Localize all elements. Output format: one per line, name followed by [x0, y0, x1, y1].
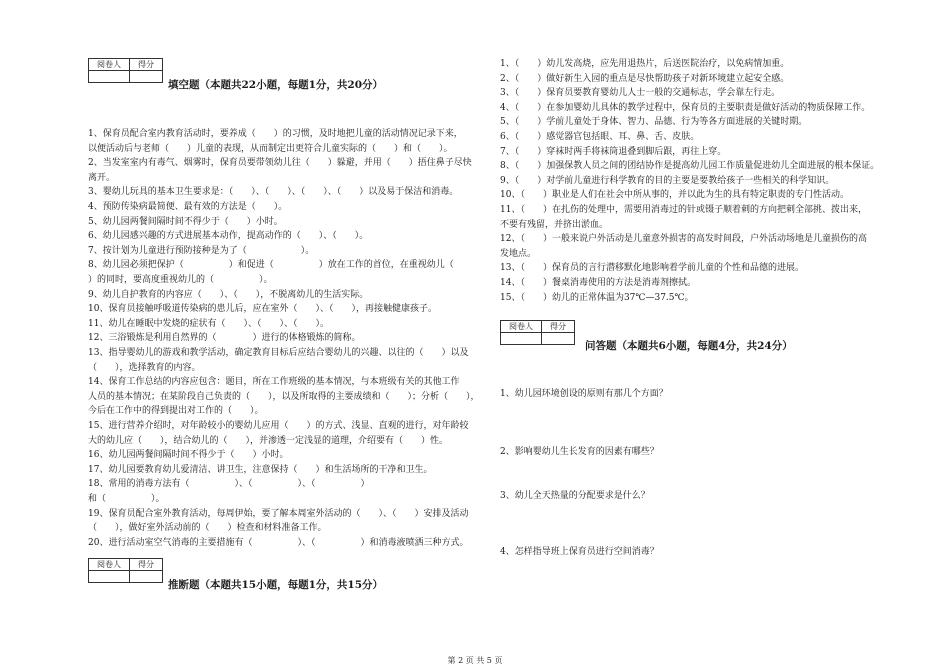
- fill-question-line: 11、幼儿在睡眠中发烧的症状有（ ）、（ ）、（ ）。: [88, 318, 329, 329]
- score-cell: [542, 333, 575, 345]
- judge-question-line: 1、（ ）幼儿发高烧，应先用退热片，后送医院治疗，以免病情加重。: [500, 59, 790, 69]
- fill-question-line: 12、三浴锻炼是利用自然界的（ ）进行的体格锻炼的简称。: [88, 333, 361, 344]
- judge-question-line: 13、（ ）保育员的言行潜移默化地影响着学前儿童的个性和品德的进展。: [500, 263, 804, 274]
- scorer-cell: [501, 333, 542, 345]
- judge-question-line: 6、（ ）感觉器官包括眼、耳、鼻、舌、皮肤。: [500, 132, 700, 142]
- score-label: 得分: [542, 321, 575, 333]
- score-cell: [130, 71, 163, 83]
- fill-question-line: 9、幼儿自护教育的内容应（ ）、（ ），不脱离幼儿的生活实际。: [88, 289, 369, 300]
- fill-question-line: 离开。: [88, 172, 116, 183]
- judge-question-line: 12、（ ）一般来说户外活动是儿童意外损害的高发时间段，户外活动场地是儿童损伤的高: [500, 234, 867, 245]
- score-box-qa: [500, 320, 575, 345]
- judge-question-line: 9、（ ）对学前儿童进行科学教育的目的主要是要教给孩子一些相关的科学知识。: [500, 175, 835, 186]
- scorer-label: 阅卷人: [89, 559, 130, 571]
- score-box-fill: [88, 58, 163, 83]
- scorer-cell: [89, 71, 130, 83]
- fill-question-line: 10、保育员接触呼吸道传染病的患儿后，应在室外（ ）、（ ），再接触健康孩子。: [88, 304, 437, 315]
- fill-question-line: 6、幼儿园感兴趣的方式进展基本动作，提高动作的（ ）、（ ）。: [88, 231, 369, 242]
- page-footer: 第 2 页 共 5 页: [447, 656, 503, 665]
- judge-question-line: 10、（ ）职业是人们在社会中所从事的，并以此为生的具有特定职责的专门性活动。: [500, 190, 849, 201]
- fill-question-line: 今后在工作中的得到提出对工作的（ ）。: [88, 406, 264, 417]
- fill-question-line: 大的幼儿应（ ），结合幼儿的（ ），并渗透一定浅显的道理，介绍要有（ ）性。: [88, 435, 449, 446]
- scorer-label: 阅卷人: [89, 59, 130, 71]
- fill-question-line: 2、当发室室内有毒气、烟雾时，保育员要带领幼儿往（ ）躲避，并用（ ）捂住鼻子尽快: [88, 158, 472, 169]
- fill-question-line: 5、幼儿园两餐间隔时间不得少于（ ）小时。: [88, 216, 283, 227]
- section-title-fill: 填空题（本题共22小题，每题1分，共20分）: [168, 79, 384, 91]
- fill-question-line: 15、进行营养介绍时，对年龄较小的婴幼儿应用（ ）的方式、浅显、直观的进行，对年龄较: [88, 421, 469, 431]
- fill-question-line: 17、幼儿园要教育幼儿爱清洁、讲卫生，注意保持（ ）和生活场所的干净和卫生。: [88, 464, 433, 475]
- fill-question-line: （ ），做好室外活动前的（ ）检查和材料准备工作。: [88, 523, 327, 534]
- fill-question-line: 4、预防传染病最简便、最有效的方法是（ ）。: [88, 202, 288, 212]
- scorer-cell: [89, 571, 130, 583]
- judge-question-line: 8、（ ）加强保教人员之间的团结协作是提高幼儿园工作质量促进幼儿全面进展的根本保证。: [500, 161, 880, 172]
- score-box-judge: [88, 558, 163, 583]
- fill-question-line: 14、保育工作总结的内容应包含：题目，所在工作班级的基本情况，与本班级有关的其他工作: [88, 377, 460, 388]
- fill-question-line: 8、幼儿园必须把保护（ ）和促进（ ）放在工作的首位，在重视幼儿（: [88, 260, 454, 271]
- judge-question-line: 5、（ ）学前儿童处于身体、智力、品德、行为等各方面进展的关键时期。: [500, 117, 808, 128]
- fill-question-line: 16、幼儿园两餐间隔时间不得少于（ ）小时。: [88, 450, 289, 461]
- score-label: 得分: [130, 59, 163, 71]
- qa-question: 4、怎样指导班上保育员进行空间消毒？: [500, 547, 659, 557]
- score-label: 得分: [130, 559, 163, 571]
- judge-question-line: 11、（ ）在扎伤的处理中，需要用消毒过的针或镊子顺着刺的方向把刺全部挑、拨出来，: [500, 205, 867, 215]
- judge-question-line: 14、（ ）餐桌消毒使用的方法是消毒剂擦拭。: [500, 278, 696, 288]
- fill-question-line: 1、保育员配合室内教育活动时，要养成（ ）的习惯，及时地把儿童的活动情况记录下来，: [88, 129, 463, 139]
- qa-question: 2、影响婴幼儿生长发育的因素有哪些？: [500, 447, 659, 457]
- scorer-label: 阅卷人: [501, 321, 542, 333]
- qa-question: 3、幼儿全天热量的分配要求是什么？: [500, 491, 650, 501]
- fill-question-line: 20、进行活动室空气消毒的主要措施有（ ）、（ ）和消毒液喷洒三种方式。: [88, 537, 469, 548]
- qa-question: 1、幼儿园环境创设的原则有那几个方面？: [500, 389, 668, 399]
- judge-question-line: 15、（ ）幼儿的正常体温为37℃—37.5℃。: [500, 292, 694, 303]
- judge-question-line: 不要有残留，并挤出淤血。: [500, 219, 609, 230]
- judge-question-line: 2、（ ）做好新生入园的重点是尽快帮助孩子对新环境建立起安全感。: [500, 73, 790, 84]
- judge-question-line: 发地点。: [500, 248, 537, 259]
- fill-question-line: 人员的基本情况；在某阶段自己负责的（ ），以及所取得的主要成绩和（ ）；分析（ ），: [88, 391, 480, 402]
- fill-question-line: ）的同时，要高度重视幼儿的（ ）。: [88, 275, 273, 285]
- score-cell: [130, 571, 163, 583]
- fill-question-line: 19、保育员配合室外教育活动，每周伊始，要了解本周室外活动的（ ）、（ ）安排及活动: [88, 508, 469, 519]
- fill-question-line: 和（ ）。: [88, 494, 165, 504]
- section-title-qa: 问答题（本题共6小题，每题4分，共24分）: [585, 340, 793, 352]
- judge-question-line: 7、（ ）穿袜时两手将袜筒退叠到脚后跟，再往上穿。: [500, 146, 727, 157]
- judge-question-line: 3、（ ）保育员要教育婴幼儿人士一般的交通标志，学会靠左行走。: [500, 88, 781, 99]
- fill-question-line: 以便活动后与老师（ ）儿童的表现，从而制定出更符合儿童实际的（ ）和（ ）。: [88, 143, 453, 154]
- fill-question-line: 7、按计划为儿童进行预防接种是为了（ ）。: [88, 245, 315, 256]
- section-title-judge: 推断题（本题共15小题，每题1分，共15分）: [168, 579, 384, 591]
- fill-question-line: （ ），选择教育的内容。: [88, 362, 201, 373]
- fill-question-line: 3、婴幼儿玩具的基本卫生要求是：（ ）、（ ）、（ ）、（ ）以及易于保洁和消毒。: [88, 187, 459, 198]
- fill-question-line: 13、指导婴幼儿的游戏和教学活动，确定教育目标后应结合婴幼儿的兴趣、以往的（ ）以及: [88, 348, 469, 358]
- judge-question-line: 4、（ ）在参加婴幼儿具体的教学过程中，保育员的主要职责是做好活动的物质保障工作。: [500, 102, 871, 113]
- fill-question-line: 18、常用的消毒方法有（ ）、（ ）、（ ）: [88, 479, 370, 490]
